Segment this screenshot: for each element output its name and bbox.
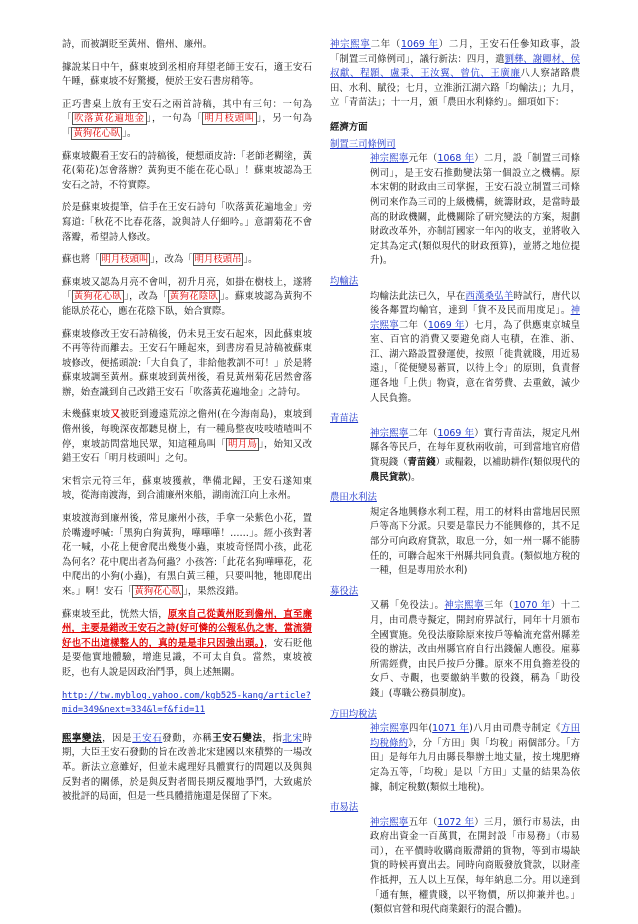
quoted-verse: 明月枝頭吊 — [194, 254, 242, 266]
paragraph-text: 八人察諸路農田、水利、賦役；七月，立淮浙江湖六路「均輸法」；九月，立「青苗法」；十一月，頒「農田水利條約」。細項如下： — [330, 68, 580, 109]
paragraph-text: 」，另一句為「 — [62, 113, 312, 139]
intro-paragraph — [330, 38, 580, 111]
wiki-link[interactable]: 神宗熙寧 — [370, 153, 409, 165]
source-link[interactable]: http://tw.myblog.yahoo.com/kgb525-kang/article?mid=349&next=334&l=f&fid=11 — [62, 690, 311, 716]
paragraph-text: 詩，而被調貶至黃州、儋州、廉州。 — [62, 39, 213, 50]
term-entry — [370, 152, 580, 269]
paragraph-text: 發動，亦稱 — [162, 732, 213, 744]
paragraph-text: 」，一句為「 — [146, 113, 203, 125]
quoted-verse: 明月鳥 — [228, 438, 258, 450]
paragraph-text: 蘇也將「 — [62, 254, 100, 266]
paragraph-text: ）二月，王安石任參知政事，設「制置三司條例司」，議行新法：四月，遣 — [330, 39, 580, 65]
term-entry — [370, 427, 580, 485]
highlight-char: 又 — [110, 409, 121, 421]
paragraph-text: 時試行，唐代以後各鄰置均輸官，達到「貨不及民而用度足」。 — [370, 290, 580, 317]
term-bold: 王安石變法 — [212, 732, 263, 744]
paragraph-text: 正巧書桌上放有王安石之兩首詩稿，其中有三句：一句為「 — [62, 98, 312, 125]
paragraph — [62, 61, 312, 90]
paragraph-text: ，因是 — [102, 732, 133, 744]
paragraph-text: 未幾蘇東坡 — [62, 409, 111, 421]
paragraph-text: ）三月，頒行市易法，由政府出資金一百萬貫，在開封設「市易務」（市易司），在平價時收購商販滯銷的貨物，等到市場缺貨的時候再賣出去。同時向商販發放貸款，以財產作抵押，五人以上互保，每年納息二分。用以達到「通有無，權貴賤，以平物價，所以抑兼并也。」(類似官營和現代商業銀行的混合體)。 — [370, 816, 580, 916]
wiki-link[interactable]: 方田均稅條約 — [370, 723, 580, 749]
wiki-link[interactable]: 1069 年 — [427, 319, 465, 331]
wiki-link[interactable]: 1072 年 — [437, 816, 475, 828]
wiki-link[interactable]: 1070 年 — [513, 600, 551, 612]
paragraph — [62, 150, 312, 194]
wiki-link[interactable]: 北宋 — [282, 732, 303, 744]
paragraph-text: 」。蘇東坡認為黃狗不能臥於花心，應在花陰下臥，始合實際。 — [62, 291, 312, 317]
wiki-link[interactable]: 劉彝、謝卿材、侯叔獻、程顥、盧秉、王汝翼、曾伉、王廣廉 — [330, 53, 580, 80]
wiki-link[interactable]: 1071 年 — [432, 723, 470, 735]
paragraph-text: 時期，大臣王安石發動的旨在改善北宋建國以來積弊的一場改革。新法立意雖好，但並未處理好具體實行的問題以及與與反對者的關係，於是與反對者間長期反覆地爭鬥，大致處於被批評的局面，但是一些具體措施還是保留了下來。 — [62, 732, 312, 803]
paragraph-text: 均輸法此法已久，早在 — [370, 290, 466, 302]
paragraph-text: 」，改為「 — [124, 291, 168, 303]
wiki-link[interactable]: 西漢桑弘羊 — [465, 290, 514, 302]
paragraph-text: 規定各地興修水利工程，用工的材料由當地居民照戶等高下分派。只要是靠民力不能興修的，其不足部分可向政府貸款，取息一分，如一州一縣不能勝任的，可聯合起來干州縣共同負責。(類似地方稅的一種，但是專用於水利) — [370, 506, 580, 577]
paragraph-text: 於是蘇東坡提筆，信手在王安石詩句「吹落黃花遍地金」旁寫道:「秋花不比春花落，說與詩人仔細吟。」意謂菊花不會落瓣，希望詩人修改。 — [62, 202, 312, 243]
paragraph — [62, 475, 312, 504]
term-link[interactable]: 農田水利法 — [330, 492, 377, 504]
wiki-link[interactable]: 1069 年 — [401, 39, 439, 50]
paragraph-text: ）或糧穀，以補助耕作(類似現代的 — [435, 457, 580, 469]
paragraph-text: ，安石貶他是要他實地體驗，增進見識，不可太自負。當然，東坡被貶，也有人說是因政治鬥爭，與上述無關。 — [62, 637, 312, 678]
quoted-verse: 吹落黃花遍地金 — [74, 113, 145, 125]
section-heading: 經濟方面 — [330, 121, 368, 133]
paragraph-text: 二年（ — [408, 427, 438, 439]
paragraph-text: 蘇東坡修改王安石詩稿後，仍未見王安石起來，因此蘇東坡不再等待而離去。王安石午睡起來，到書房看見詩稿被蘇東坡修改，便搖頭說:「大自負了，非給他教訓不可！」於是將蘇東坡調至黃州。蘇東坡到黃州後，看見黃州菊花居然會落辦，始查識到自己改錯王安石「吹落黃花遍地金」之詩句。 — [62, 328, 312, 398]
paragraph-text: 蘇東坡又認為月亮不會叫，初升月亮，如掛在樹枝上，遂將「 — [62, 276, 312, 303]
paragraph-text: ）七月，為了供應東京城皇室、百官的消費又要避免商人屯積，在淮、浙、江、湖六路設置發運使，按照「徙貴就賤，用近易遠」，「從便變易蓄買，以待上令」的原則，負責督運各地「上供」物資，意在省勞費、去重斂，減少人民負擔。 — [370, 319, 580, 404]
paragraph-text: ，指 — [262, 732, 283, 744]
paragraph-text: 蘇東坡觀看王安石的詩稿後，便想頑皮詩:「老師老糊塗，黃花(菊花)怎會落辦？黃狗更不能在花心臥」！蘇東坡認為王安石之詩，不符實際。 — [62, 150, 312, 191]
paragraph-text: 三年（ — [483, 600, 514, 612]
paragraph-text: 」。 — [122, 127, 137, 139]
quoted-verse: 明月枝頭叫 — [101, 254, 149, 266]
paragraph-text: 五年（ — [408, 816, 438, 828]
paragraph — [62, 98, 312, 142]
term-link[interactable]: 市易法 — [330, 802, 359, 814]
wiki-link[interactable]: 神宗熙寧 — [370, 305, 580, 331]
paragraph-text: 」。 — [243, 254, 258, 266]
paragraph-text: 」，改為「 — [150, 254, 193, 266]
paragraph — [62, 276, 312, 320]
paragraph-text: 又稱「免役法」。 — [370, 600, 445, 612]
wiki-link[interactable]: 神宗熙寧 — [444, 600, 484, 612]
paragraph-text: )。 — [407, 471, 421, 483]
paragraph-text: 宋哲宗元符三年，蘇東坡獲赦，準備北歸，王安石遂知東坡，從海南渡海，到合浦廉州來船，湖南流江向上永州。 — [62, 475, 312, 502]
paragraph-text: 二年（ — [398, 319, 428, 331]
term-link[interactable]: 青苗法 — [330, 413, 359, 425]
paragraph-text: 據說某日中午，蘇東坡到丞相府拜望老師王安石，適王安石午睡，蘇東坡不好驚擾，便於王安石書房稍等。 — [62, 61, 312, 88]
term-link[interactable]: 方田均稅法 — [330, 708, 377, 720]
wiki-link[interactable]: 神宗熙寧 — [330, 39, 371, 50]
quoted-verse: 明月枝頭叫 — [204, 113, 255, 125]
term-entry — [370, 722, 580, 795]
paragraph-text: )八月由司農寺制定《 — [469, 723, 561, 735]
paragraph-text: 》，分「方田」與「均稅」兩個部分。「方田」是每年九月由縣長舉辦土地丈量，按土塊肥瘠定為五等，「均稅」是以「方田」丈量的結果為依據，制定稅數(類似土地稅)。 — [370, 737, 580, 793]
wiki-link[interactable]: 神宗熙寧 — [370, 427, 409, 439]
paragraph-text: 元年（ — [408, 153, 438, 165]
term-link[interactable]: 均輸法 — [330, 275, 359, 287]
source-link-paragraph — [62, 689, 312, 718]
paragraph-text: 」，始知又改錯王安石「明月枝頭叫」之句。 — [62, 438, 312, 465]
paragraph-text: ）二月，設「制置三司條例司」，是王安石推動變法第一個設立之機構。原本宋朝的財政由三司掌握，王安石設立制置三司條例司來作為三司的上級機構，統籌財政，是當時最高的財政機關，此機關除了研究變法的方案，規劃財政改革外，亦制訂國家一年內的收支，並將收入定其為定式(類似現代的財政預算)，並將之地位提升)。 — [370, 153, 580, 267]
wiki-link[interactable]: 神宗熙寧 — [370, 816, 409, 828]
emphasis-text: 原來自己從黃州貶到儋州，直至廉州，主要是錯改王安石之詩(好可憐的公報私仇之害，當流猜好也不出這樣整人的，真的是是非只因強出頭。) — [62, 608, 312, 649]
quoted-verse: 黃狗花心臥 — [73, 127, 121, 139]
paragraph-text: 蘇東坡至此，恍然大悟， — [62, 608, 168, 620]
paragraph-text: 被貶到邊遠荒涼之儋州(在今海南島)，東坡到儋州後，每晚深夜都聽見樹上，有一種鳥整夜吱吱喳喳叫不停，東坡訪問當地民眾，知這種鳥叫「 — [62, 409, 312, 450]
term-entry — [370, 599, 580, 701]
paragraph-text: ）實行青苗法，規定凡州縣各等民戶，在每年夏秋兩收前，可到當地官府借貸現錢（ — [370, 427, 580, 469]
paragraph — [62, 732, 312, 805]
term-bold: 農民貸款 — [370, 471, 408, 483]
paragraph-text: 二年（ — [370, 39, 402, 50]
quoted-verse: 黃狗花陰臥 — [169, 291, 219, 303]
term-bold: 熙寧變法 — [62, 732, 103, 744]
wiki-link[interactable]: 1069 年 — [437, 427, 475, 439]
quoted-verse: 黃狗花心臥 — [73, 291, 123, 303]
paragraph-text: 」，果然沒錯。 — [183, 586, 245, 597]
left-column — [62, 38, 312, 813]
paragraph-text: ）十二月，由司農寺擬定，開封府界試行，同年十月頒布全國實施。免役法廢除原來按戶等輪流充當州縣差役的辦法，改由州縣官府自行出錢僱人應役。雇募所需經費，由民戶按戶分攤。原來不用負擔差役的女戶、寺觀，也要繳納半數的役錢，稱為「助役錢」(專職公務員制度)。 — [370, 600, 580, 699]
paragraph — [62, 253, 312, 268]
right-column — [330, 38, 580, 924]
paragraph — [62, 38, 312, 53]
paragraph — [62, 608, 312, 681]
paragraph-text: 東坡渡海到廉州後，常見廉州小孩，手拿一朵紫色小花，置於嘴邊呼喊:「黑狗白狗黃狗，嘩嘩嘩！……」。經小孩對著花一喊，小花上便會爬出幾隻小蟲，東坡奇怪問小孩，此花為何名？花中爬出者為何蟲？小孩答:「此花名狗嘩嘩花，花中爬出的小狗(小蟲)，有黑白黃三種，只要叫牠，牠即爬出來。」啊！安石「 — [62, 513, 312, 597]
wiki-link[interactable]: 神宗熙寧 — [370, 723, 409, 735]
quoted-verse: 黃狗花心臥 — [134, 586, 182, 597]
term-bold: 青苗錢 — [407, 457, 436, 469]
paragraph — [62, 328, 312, 401]
paragraph — [62, 408, 312, 466]
paragraph — [62, 512, 312, 600]
term-entry — [370, 506, 580, 579]
wiki-link[interactable]: 王安石 — [132, 732, 163, 744]
paragraph-text: 四年( — [408, 723, 433, 735]
paragraph — [62, 201, 312, 245]
term-entry — [370, 290, 580, 407]
term-link[interactable]: 募役法 — [330, 585, 359, 597]
term-link[interactable]: 制置三司條例司 — [330, 138, 396, 150]
wiki-link[interactable]: 1068 年 — [437, 153, 475, 165]
